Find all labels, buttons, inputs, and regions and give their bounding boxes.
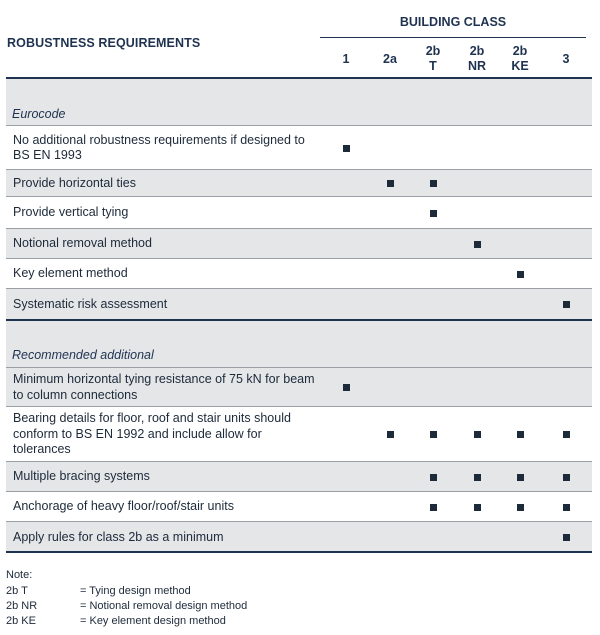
column-header bbox=[370, 42, 410, 76]
applies-mark bbox=[517, 431, 524, 438]
applies-mark bbox=[343, 145, 350, 152]
applies-mark bbox=[563, 534, 570, 541]
note-key: 2b T bbox=[6, 585, 28, 597]
table-row bbox=[6, 169, 592, 197]
row-label: Bearing details for floor, roof and stair units should conform to BS EN 1992 and include allow for tolerances bbox=[13, 411, 291, 457]
row-label: Notional removal method bbox=[13, 236, 152, 251]
table-row bbox=[6, 521, 592, 553]
applies-mark bbox=[430, 431, 437, 438]
section-end-rule bbox=[6, 551, 592, 553]
table-row bbox=[6, 196, 592, 229]
applies-mark bbox=[430, 180, 437, 187]
column-header bbox=[457, 42, 497, 76]
applies-mark bbox=[474, 241, 481, 248]
table-row bbox=[6, 491, 592, 522]
note-key: 2b KE bbox=[6, 615, 36, 627]
column-header bbox=[500, 42, 540, 76]
row-label: Provide horizontal ties bbox=[13, 175, 136, 190]
column-header-line2: NR bbox=[467, 59, 487, 73]
building-class-rule bbox=[320, 37, 586, 38]
applies-mark bbox=[430, 504, 437, 511]
applies-mark bbox=[563, 504, 570, 511]
row-label: No additional robustness requirements if designed to BS EN 1993 bbox=[13, 132, 305, 162]
applies-mark bbox=[517, 474, 524, 481]
row-label: Minimum horizontal tying resistance of 75 kN for beam to column connections bbox=[13, 372, 315, 402]
notes-title: Note: bbox=[6, 569, 33, 581]
applies-mark bbox=[474, 504, 481, 511]
column-header bbox=[546, 42, 586, 76]
applies-mark bbox=[430, 474, 437, 481]
table-row bbox=[6, 367, 592, 407]
table-row bbox=[6, 125, 592, 170]
row-label: Provide vertical tying bbox=[13, 205, 129, 220]
applies-mark bbox=[343, 384, 350, 391]
requirements-title: ROBUSTNESS REQUIREMENTS bbox=[7, 36, 201, 50]
building-class-title: BUILDING CLASS bbox=[399, 15, 507, 29]
applies-mark bbox=[517, 504, 524, 511]
applies-mark bbox=[387, 431, 394, 438]
note-value: = Notional removal design method bbox=[80, 600, 248, 612]
applies-mark bbox=[563, 431, 570, 438]
section-label: Eurocode bbox=[12, 107, 66, 121]
row-label: Apply rules for class 2b as a minimum bbox=[13, 529, 224, 544]
applies-mark bbox=[563, 301, 570, 308]
applies-mark bbox=[387, 180, 394, 187]
note-value: = Tying design method bbox=[80, 585, 191, 597]
column-header bbox=[326, 42, 366, 76]
table-row bbox=[6, 461, 592, 492]
row-label: Multiple bracing systems bbox=[13, 469, 150, 484]
column-header-line2: KE bbox=[511, 59, 529, 73]
applies-mark bbox=[474, 474, 481, 481]
row-label: Key element method bbox=[13, 266, 128, 281]
column-header-line1: 3 bbox=[562, 51, 570, 66]
table-row bbox=[6, 228, 592, 259]
column-header bbox=[413, 42, 453, 76]
column-header-line1: 1 bbox=[342, 51, 350, 66]
applies-mark bbox=[563, 474, 570, 481]
table-row bbox=[6, 406, 592, 462]
row-label: Systematic risk assessment bbox=[13, 296, 168, 311]
applies-mark bbox=[517, 271, 524, 278]
section-label: Recommended additional bbox=[12, 348, 154, 362]
applies-mark bbox=[430, 210, 437, 217]
applies-mark bbox=[474, 431, 481, 438]
column-header-line1: 2a bbox=[383, 51, 397, 66]
column-header-line2: T bbox=[429, 59, 437, 73]
section-band bbox=[6, 79, 592, 125]
note-value: = Key element design method bbox=[80, 615, 226, 627]
row-label: Anchorage of heavy floor/roof/stair units bbox=[13, 499, 234, 514]
note-key: 2b NR bbox=[6, 600, 38, 612]
column-header-line1: 2b bbox=[469, 44, 485, 58]
table-row bbox=[6, 288, 592, 320]
column-header-line1: 2b bbox=[425, 44, 441, 58]
column-header-line1: 2b bbox=[512, 44, 528, 58]
table-row bbox=[6, 258, 592, 289]
